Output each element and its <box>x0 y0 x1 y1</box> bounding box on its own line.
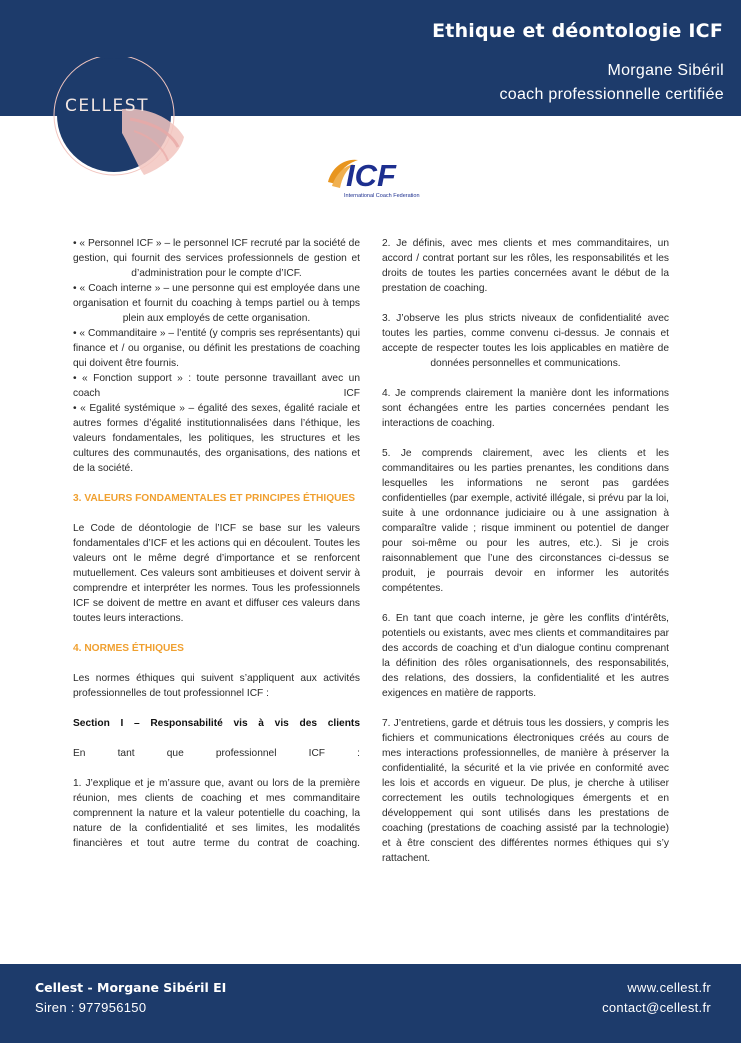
definition-item: • « Fonction support » : toute personne travaillant avec un coach ICF <box>73 373 360 399</box>
left-column <box>73 236 360 866</box>
norm-item: 6. En tant que coach interne, je gère les conflits d’intérêts, potentiels ou existants, avec mes clients et commanditaires par des accords de coaching et d’un dialogue continu comprenant la définition des rôles organisationnels, des responsabilités, des relations, des dossiers, la confidentialité et les autres exigences en matière de rapports. <box>382 613 669 699</box>
footer-siren: Siren : 977956150 <box>35 1000 147 1015</box>
norm-item: 5. Je comprends clairement, avec les clients et les commanditaires ou les parties prenantes, les conditions dans lesquelles les informations ne seront pas gardées confidentielles (par exemple, activité illégale, si prévu par la loi, suite à une ordonnance judiciaire ou à une assignation à comparaître valide ; risque imminent ou potentiel de danger pour soi-même ou pour les autres, etc.). Si je crois raisonnablement que l’une des circonstances ci-dessus se produit, je pourrais devoir en informer les autorités compétentes. <box>382 448 669 594</box>
norm-item: 3. J’observe les plus stricts niveaux de confidentialité avec toutes les parties, comme convenu ci-dessus. Je connais et accepte de respecter toutes les lois applicables en matière de données personnelles et communications. <box>382 313 669 369</box>
definition-item: • « Commanditaire » – l’entité (y compris ses représentants) qui finance et / ou organise, ou définit les prestations de coaching qui doivent être fournis. <box>73 328 360 369</box>
section-title: Section I – Responsabilité vis à vis des clients <box>73 718 360 729</box>
section-heading-4: 4. NORMES ÉTHIQUES <box>73 643 184 654</box>
author-role: coach professionnelle certifiée <box>499 86 724 103</box>
norm-item: 7. J’entretiens, garde et détruis tous les dossiers, y compris les fichiers et communications électroniques créés au cours de mes interactions professionnelles, de manière à préserver la confidentialité, la sécurité et la vie privée en conformité avec les lois et accords en vigueur. De plus, je cherche à utiliser correctement les outils technologiques émergents et en développement qui sont utilisés dans les prestations de coaching (prestations de coaching assisté par la technologie) et à être conscient des différentes normes éthiques qui s’y rattachent. <box>382 718 669 864</box>
icf-logo-text: ICF <box>346 158 396 193</box>
definition-item: • « Coach interne » – une personne qui est employée dans une organisation et fournit du coaching à temps partiel ou à temps plein aux employés de cette organisation. <box>73 283 360 324</box>
definition-item: • « Egalité systémique » – égalité des sexes, égalité raciale et autres formes d’égalité institutionnalisées dans l’éthique, les valeurs fondamentales, les politiques, les structures et les cultures des communautés, des organisations, des nations et de la société. <box>73 403 360 474</box>
intro-line: En tant que professionnel ICF : <box>73 748 360 759</box>
section-heading-3: 3. VALEURS FONDAMENTALES ET PRINCIPES ÉTHIQUES <box>73 493 356 504</box>
footer-email-link[interactable]: contact@cellest.fr <box>602 1000 711 1015</box>
icf-logo <box>322 152 420 200</box>
footer-company: Cellest - Morgane Sibéril EI <box>35 980 227 995</box>
icf-logo-caption: International Coach Federation <box>344 193 420 199</box>
norm-item: 2. Je définis, avec mes clients et mes commanditaires, un accord / contrat portant sur les rôles, les responsabilités et les droits de toutes les parties concernées avant le début de la prestation de coaching. <box>382 238 669 294</box>
paragraph: Le Code de déontologie de l’ICF se base sur les valeurs fondamentales d’ICF et les actions qui en découlent. Toutes les valeurs ont le même degré d’importance et se renforcent mutuellement. Ces valeurs sont ambitieuses et doivent servir à comprendre et interpréter les normes. Tous les professionnels ICF se doivent de mettre en avant et diffuser ces valeurs dans toutes leurs interactions. <box>73 523 360 624</box>
definition-item: • « Personnel ICF » – le personnel ICF recruté par la société de gestion, qui fournit des services professionnels de gestion et d’administration pour le compte d’ICF. <box>73 238 360 279</box>
page-title: Ethique et déontologie ICF <box>432 20 723 42</box>
cellest-logo-text: CELLEST <box>65 96 149 116</box>
paragraph: Les normes éthiques qui suivent s’appliquent aux activités professionnelles de tout professionnel ICF : <box>73 673 360 699</box>
cellest-logo <box>52 57 190 195</box>
norm-item: 4. Je comprends clairement la manière dont les informations sont échangées entre les parties concernées pendant les interactions de coaching. <box>382 388 669 429</box>
right-column <box>382 236 669 881</box>
footer-website-link[interactable]: www.cellest.fr <box>627 980 711 995</box>
norm-item: 1. J’explique et je m’assure que, avant ou lors de la première réunion, mes clients de coaching et mes commanditaire comprennent la nature et la valeur potentielle du coaching, la nature de la confidentialité et ses limites, les modalités financières et tout autre terme du contrat de coaching. <box>73 778 360 849</box>
author-name: Morgane Sibéril <box>607 62 724 79</box>
